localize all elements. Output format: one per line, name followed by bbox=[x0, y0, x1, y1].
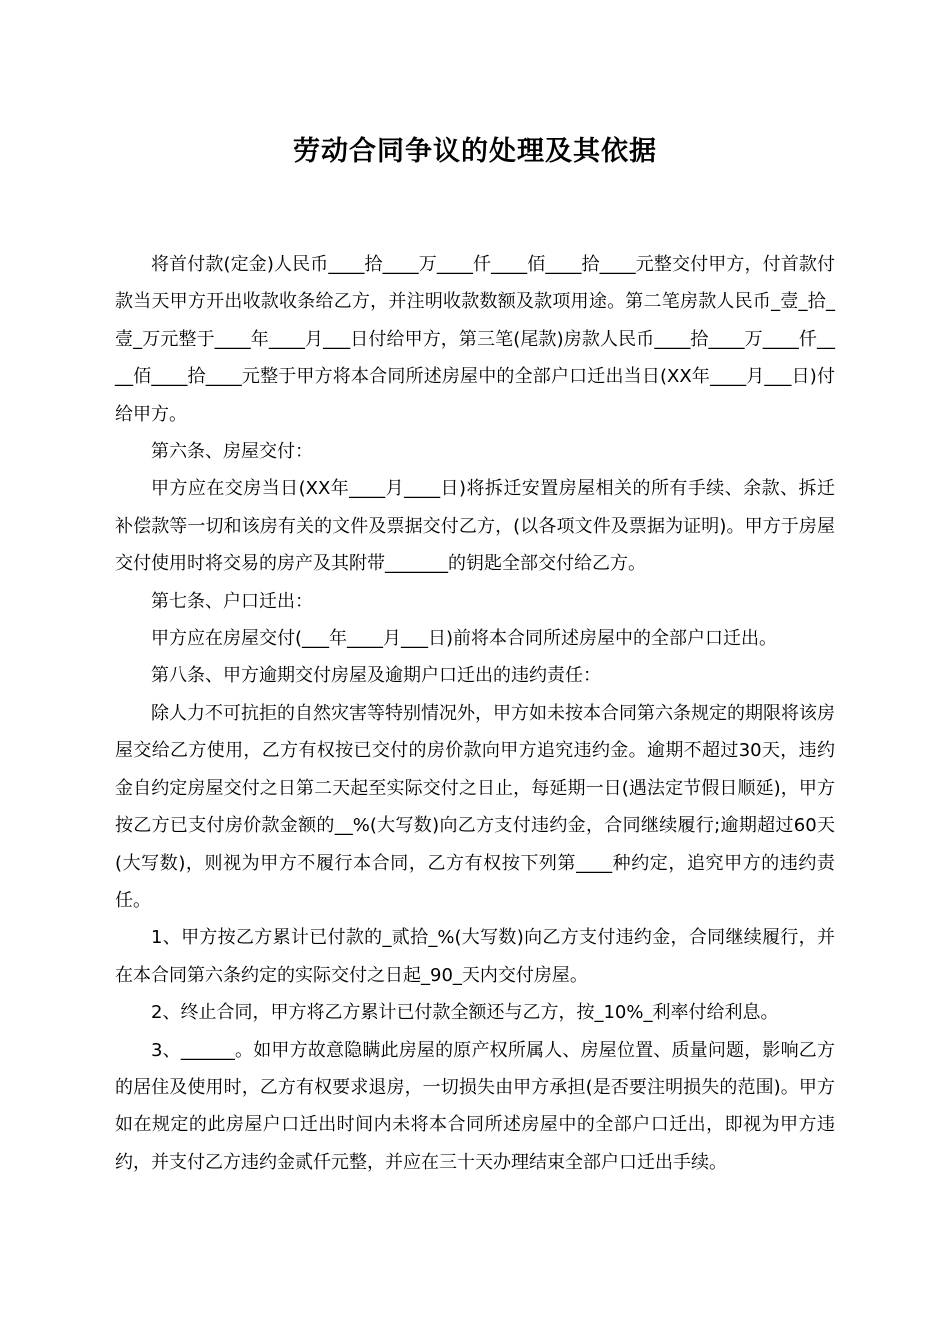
clause-1: 1、甲方按乙方累计已付款的_贰拾_%(大写数)向乙方支付违约金，合同继续履行，并在本合同第六条约定的实际交付之日起_90_天内交付房屋。 bbox=[115, 927, 835, 986]
clause-2: 2、终止合同，甲方将乙方累计已付款全额还与乙方，按_10%_利率付给利息。 bbox=[151, 1002, 779, 1024]
paragraph-article-7: 甲方应在房屋交付(___年____月___日)前将本合同所述房屋中的全部户口迁出。 bbox=[151, 628, 778, 650]
paragraph-article-6: 甲方应在交房当日(XX年____月____日)将拆迁安置房屋相关的所有手续、余款、拆迁补偿款等一切和该房有关的文件及票据交付乙方，(以各项文件及票据为证明)。甲方于房屋交付使用时将交易的房产及其附带_______的钥匙全部交付给乙方。 bbox=[115, 478, 835, 575]
document-title: 劳动合同争议的处理及其依据 bbox=[293, 136, 657, 167]
document-body bbox=[115, 246, 835, 1181]
clause-3: 3、______。如甲方故意隐瞒此房屋的原产权所属人、房屋位置、质量问题，影响乙方的居住及使用时，乙方有权要求退房，一切损失由甲方承担(是否要注明损失的范围)。甲方如在规定的此房屋户口迁出时间内未将本合同所述房屋中的全部户口迁出，即视为甲方违约，并支付乙方违约金贰仟元整，并应在三十天办理结束全部户口迁出手续。 bbox=[115, 1039, 835, 1173]
paragraph-article-8: 除人力不可抗拒的自然灾害等特别情况外，甲方如未按本合同第六条规定的期限将该房屋交给乙方使用，乙方有权按已交付的房价款向甲方追究违约金。逾期不超过30天，违约金自约定房屋交付之日第二天起至实际交付之日止，每延期一日(遇法定节假日顺延)，甲方按乙方已支付房价款金额的__%(大写数)向乙方支付违约金，合同继续履行;逾期超过60天(大写数)，则视为甲方不履行本合同，乙方有权按下列第____种约定，追究甲方的违约责任。 bbox=[115, 702, 835, 911]
heading-article-7: 第七条、户口迁出： bbox=[151, 590, 313, 612]
heading-article-8: 第八条、甲方逾期交付房屋及逾期户口迁出的违约责任： bbox=[151, 665, 601, 687]
paragraph-payment-terms: 将首付款(定金)人民币____拾____万____仟____佰____拾____元整交付甲方，付首款付款当天甲方开出收款收条给乙方，并注明收款数额及款项用途。第二笔房款人民币_壹_拾_壹_万元整于____年____月___日付给甲方，第三笔(尾款)房款人民币____拾____万____仟____佰____拾____元整于甲方将本合同所述房屋中的全部户口迁出当日(XX年____月___日)付给甲方。 bbox=[115, 254, 835, 425]
heading-article-6: 第六条、房屋交付： bbox=[151, 441, 313, 463]
